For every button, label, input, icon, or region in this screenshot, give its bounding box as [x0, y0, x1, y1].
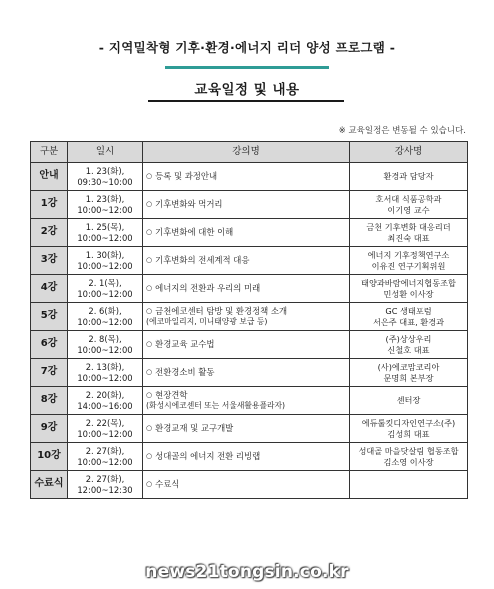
instructor-cell	[350, 191, 468, 219]
circle-bullet-icon: ○	[146, 172, 153, 181]
instructor-line: (주)상상우리	[385, 334, 432, 345]
lecture-title-text: 금천에코센터 탐방 및 환경정책 소개	[155, 306, 288, 317]
datetime-line: 10:00~12:00	[77, 204, 133, 215]
lecture-title-text: 환경교재 및 교구개발	[155, 423, 234, 434]
datetime-cell	[68, 219, 143, 247]
instructor-cell	[350, 247, 468, 275]
table-row	[31, 415, 468, 443]
instructor-line: 서은주 대표, 환경과	[372, 316, 445, 327]
datetime-cell	[68, 359, 143, 387]
lecture-cell	[143, 415, 350, 443]
datetime-cell	[68, 443, 143, 471]
datetime-line: 10:00~12:00	[77, 344, 133, 355]
table-row	[31, 331, 468, 359]
datetime-cell	[68, 387, 143, 415]
lecture-cell	[143, 163, 350, 191]
datetime-line: 1. 23(화),	[85, 166, 125, 176]
lecture-title-line	[146, 367, 346, 378]
lecture-title-line	[146, 339, 346, 350]
lecture-title-line	[146, 479, 346, 490]
instructor-line: 금천 기후변화 대응리더	[366, 222, 451, 233]
table-header-row	[31, 142, 468, 163]
datetime-line: 10:00~12:00	[77, 232, 133, 243]
session-cell: 4강	[31, 275, 68, 303]
instructor-cell	[350, 163, 468, 191]
instructor-cell	[350, 275, 468, 303]
datetime-line: 10:00~12:00	[77, 372, 133, 383]
datetime-line: 10:00~12:00	[77, 260, 133, 271]
instructor-line: 문명희 본부장	[383, 372, 434, 383]
instructor-cell	[350, 303, 468, 331]
datetime-line: 09:30~10:00	[77, 176, 133, 187]
datetime-cell	[68, 331, 143, 359]
instructor-line: (사)에코맘코리아	[377, 362, 440, 373]
column-header-session: 구분	[31, 142, 68, 163]
instructor-cell	[350, 471, 468, 499]
instructor-line: 센터장	[396, 395, 421, 406]
table-row	[31, 471, 468, 499]
instructor-line: 에듀툴킷디자인연구소(주)	[361, 418, 456, 429]
lecture-title-text: 기후변화의 전세계적 대응	[155, 255, 250, 266]
lecture-title-line	[146, 255, 346, 266]
lecture-title-text: 성대골의 에너지 전환 리빙랩	[155, 451, 261, 462]
lecture-cell	[143, 387, 350, 415]
circle-bullet-icon: ○	[146, 284, 153, 293]
instructor-line: 김소영 이사장	[383, 456, 434, 467]
circle-bullet-icon: ○	[146, 452, 153, 461]
lecture-title-line	[146, 451, 346, 462]
lecture-title-line	[146, 227, 346, 238]
datetime-line: 14:00~16:00	[77, 400, 133, 411]
session-cell: 6강	[31, 331, 68, 359]
instructor-line: 김성희 대표	[387, 428, 430, 439]
circle-bullet-icon: ○	[146, 307, 153, 316]
lecture-title-line	[146, 171, 346, 182]
circle-bullet-icon: ○	[146, 480, 153, 489]
lecture-title-text: 기후변화와 먹거리	[155, 199, 223, 210]
session-cell: 수료식	[31, 471, 68, 499]
table-row	[31, 163, 468, 191]
datetime-line: 2. 1(목),	[88, 278, 122, 288]
instructor-cell	[350, 331, 468, 359]
datetime-line: 2. 6(화),	[88, 306, 122, 316]
datetime-line: 2. 8(목),	[88, 334, 122, 344]
instructor-line: 태양과바람에너지협동조합	[361, 278, 456, 289]
instructor-line: 이기영 교수	[387, 204, 430, 215]
column-header-lecture: 강의명	[143, 142, 350, 163]
datetime-line: 2. 27(화),	[85, 474, 125, 484]
lecture-title-text: 수료식	[155, 479, 180, 490]
schedule-table	[30, 141, 468, 499]
lecture-title-text: 에너지의 전환과 우리의 미래	[155, 283, 261, 294]
session-cell: 1강	[31, 191, 68, 219]
table-row	[31, 359, 468, 387]
instructor-line: 최진숙 대표	[387, 232, 430, 243]
instructor-line: 환경과 담당자	[383, 171, 434, 182]
lecture-cell	[143, 359, 350, 387]
section-subtitle: 교육일정 및 내용	[194, 82, 300, 98]
circle-bullet-icon: ○	[146, 391, 153, 400]
instructor-cell	[350, 219, 468, 247]
session-cell: 10강	[31, 443, 68, 471]
instructor-cell	[350, 359, 468, 387]
instructor-line: 신철호 대표	[387, 344, 430, 355]
datetime-cell	[68, 191, 143, 219]
instructor-line: 호서대 식품공학과	[375, 194, 442, 205]
lecture-cell	[143, 247, 350, 275]
lecture-title-line	[146, 306, 346, 317]
watermark: news21tongsin.co.kr	[145, 562, 349, 582]
lecture-title-text: 기후변화에 대한 이해	[155, 227, 234, 238]
subtitle-underline	[148, 100, 344, 102]
lecture-cell	[143, 303, 350, 331]
lecture-title-text: 현장견학	[155, 390, 188, 401]
instructor-line: 이유진 연구기획위원	[371, 260, 446, 271]
instructor-line: 성대골 마을닷살림 협동조합	[358, 446, 459, 457]
circle-bullet-icon: ○	[146, 200, 153, 209]
table-row	[31, 247, 468, 275]
instructor-cell	[350, 443, 468, 471]
table-row	[31, 275, 468, 303]
session-cell: 9강	[31, 415, 68, 443]
instructor-cell	[350, 415, 468, 443]
schedule-body	[31, 163, 468, 499]
session-cell: 2강	[31, 219, 68, 247]
lecture-cell	[143, 471, 350, 499]
session-cell: 7강	[31, 359, 68, 387]
datetime-line: 2. 27(화),	[85, 446, 125, 456]
lecture-cell	[143, 331, 350, 359]
datetime-line: 1. 30(화),	[85, 250, 125, 260]
circle-bullet-icon: ○	[146, 340, 153, 349]
circle-bullet-icon: ○	[146, 424, 153, 433]
datetime-line: 1. 25(목),	[85, 222, 125, 232]
lecture-detail-line: (화성시에코센터 또는 서울새활용플라자)	[146, 400, 286, 410]
column-header-datetime: 일시	[68, 142, 143, 163]
session-cell: 3강	[31, 247, 68, 275]
lecture-title-line	[146, 423, 346, 434]
lecture-detail-line: (에코마일리지, 미니태양광 보급 등)	[146, 316, 268, 326]
datetime-cell	[68, 471, 143, 499]
datetime-line: 2. 22(목),	[85, 418, 125, 428]
instructor-line: 에너지 기후정책연구소	[367, 250, 450, 261]
datetime-line: 2. 20(화),	[85, 390, 125, 400]
circle-bullet-icon: ○	[146, 256, 153, 265]
datetime-cell	[68, 275, 143, 303]
lecture-cell	[143, 275, 350, 303]
schedule-change-note: ※ 교육일정은 변동될 수 있습니다.	[338, 126, 466, 136]
datetime-line: 10:00~12:00	[77, 456, 133, 467]
table-row	[31, 303, 468, 331]
lecture-cell	[143, 443, 350, 471]
datetime-line: 10:00~12:00	[77, 316, 133, 327]
instructor-line: GC 생태포럼	[385, 306, 432, 317]
datetime-line: 2. 13(화),	[85, 362, 125, 372]
document-title: - 지역밀착형 기후·환경·에너지 리더 양성 프로그램 -	[98, 40, 396, 55]
lecture-cell	[143, 191, 350, 219]
table-row	[31, 387, 468, 415]
datetime-line: 10:00~12:00	[77, 428, 133, 439]
instructor-line: 민성환 이사장	[383, 288, 434, 299]
table-row	[31, 443, 468, 471]
datetime-cell	[68, 415, 143, 443]
datetime-line: 12:00~12:30	[77, 484, 133, 495]
lecture-title-line	[146, 283, 346, 294]
datetime-line: 1. 23(화),	[85, 194, 125, 204]
session-cell: 8강	[31, 387, 68, 415]
lecture-title-text: 등록 및 과정안내	[155, 171, 218, 182]
circle-bullet-icon: ○	[146, 228, 153, 237]
title-accent-rule	[165, 66, 329, 69]
datetime-cell	[68, 303, 143, 331]
datetime-cell	[68, 247, 143, 275]
datetime-line: 10:00~12:00	[77, 288, 133, 299]
table-row	[31, 191, 468, 219]
circle-bullet-icon: ○	[146, 368, 153, 377]
lecture-cell	[143, 219, 350, 247]
lecture-title-line	[146, 390, 346, 401]
lecture-title-text: 전환경소비 활동	[155, 367, 215, 378]
session-cell: 안내	[31, 163, 68, 191]
instructor-cell	[350, 387, 468, 415]
lecture-title-text: 환경교육 교수법	[155, 339, 215, 350]
session-cell: 5강	[31, 303, 68, 331]
datetime-cell	[68, 163, 143, 191]
lecture-title-line	[146, 199, 346, 210]
table-row	[31, 219, 468, 247]
column-header-instructor: 강사명	[350, 142, 468, 163]
